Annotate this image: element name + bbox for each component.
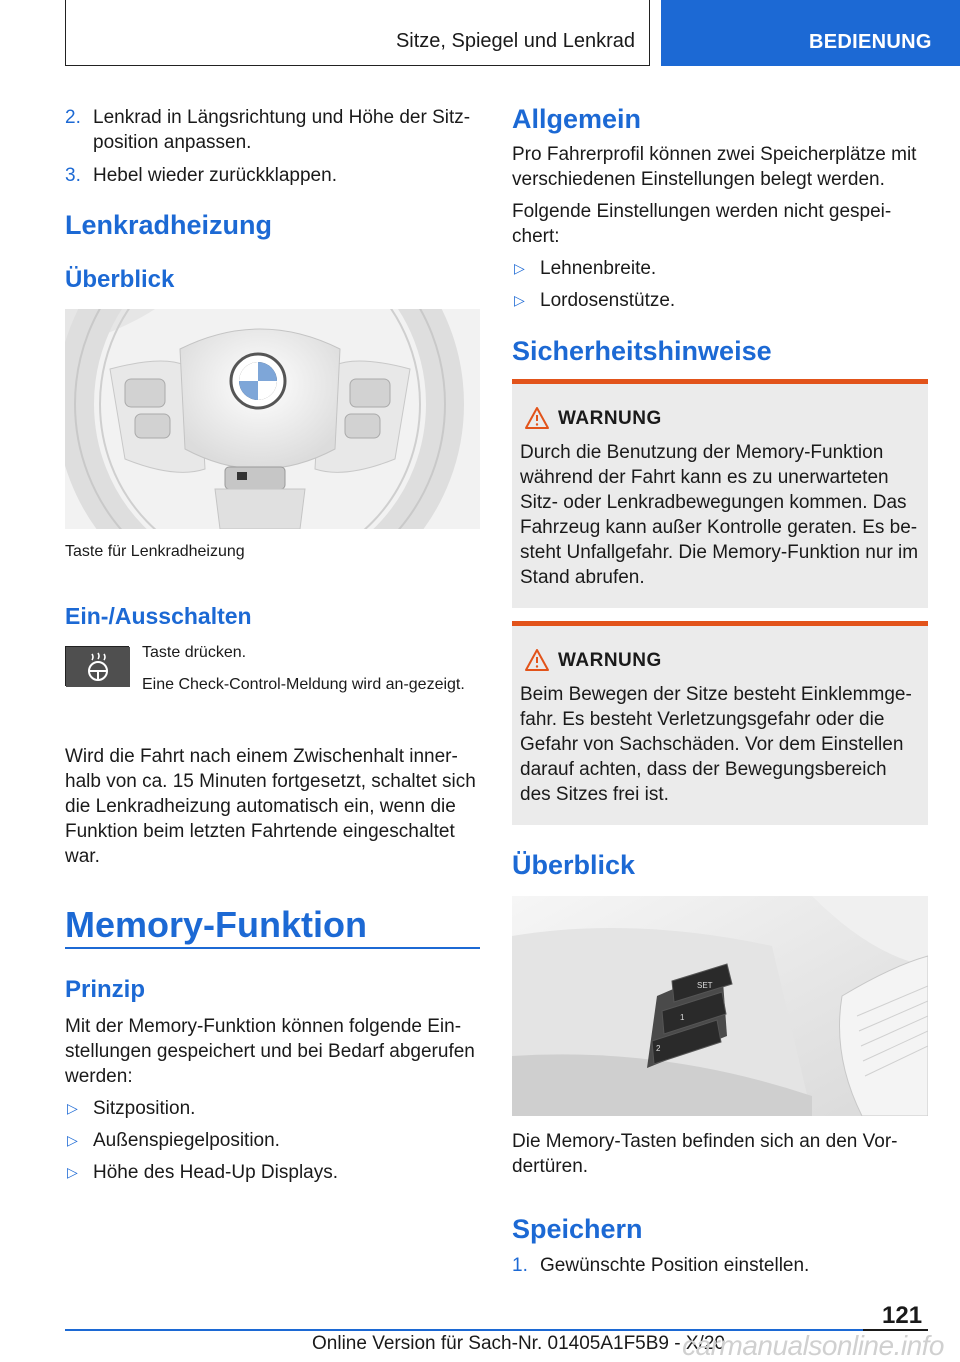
footer-online-version: Online Version für Sach-Nr. 01405A1F5B9 - X/20 <box>312 1333 725 1354</box>
heading-underline <box>65 947 480 949</box>
warning-text: Durch die Benutzung der Memory-Funktion während der Fahrt kann es zu unerwarteten Sitz- oder Lenkradbewegungen kommen. Das Fahrzeug kann außer Kontrolle geraten. Es be-steht Unfallgefahr. Die Memory-Funktion nur im Stand abrufen. <box>520 442 919 588</box>
heading-speichern: Speichern <box>512 1214 643 1244</box>
header-section-box <box>661 0 960 66</box>
allgemein-text-1: Pro Fahrerprofil können zwei Speicherplätze mit verschiedenen Einstellungen belegt werden. <box>512 144 917 190</box>
set-button-label: SET <box>697 981 713 990</box>
step-number: 1. <box>512 1255 528 1276</box>
section-title: BEDIENUNG <box>809 31 932 53</box>
heading-memory-funktion: Memory-Funktion <box>65 904 367 945</box>
bullet-triangle-icon: ▷ <box>514 292 525 308</box>
bullet-triangle-icon: ▷ <box>67 1164 78 1180</box>
bullet-triangle-icon: ▷ <box>67 1132 78 1148</box>
paragraph-fahrt: Wird die Fahrt nach einem Zwischenhalt inner-halb von ca. 15 Minuten fortgesetzt, schaltet sich die Lenkradheizung automatisch ein, wenn die Funktion beim letzten Fahrtende eingeschaltet war. <box>65 746 476 867</box>
image-caption: Taste für Lenkradheizung <box>65 543 245 560</box>
warning-box <box>512 379 928 608</box>
list-item-text: Höhe des Head-Up Displays. <box>93 1162 339 1183</box>
heading-allgemein: Allgemein <box>512 104 642 134</box>
warning-title: WARNUNG <box>558 650 662 671</box>
step-text: Hebel wieder zurückklappen. <box>93 165 337 186</box>
allgemein-text-2: Folgende Einstellungen werden nicht gespei-chert: <box>512 201 892 247</box>
warning-title: WARNUNG <box>558 408 662 429</box>
warning-triangle-icon <box>524 648 550 672</box>
heading-ueberblick: Überblick <box>512 850 636 880</box>
heading-sicherheitshinweise: Sicherheitshinweise <box>512 336 772 366</box>
list-item-text: Sitzposition. <box>93 1098 196 1119</box>
step-number: 3. <box>65 165 81 186</box>
steering-wheel-illustration <box>65 309 480 529</box>
warning-triangle-icon <box>524 406 550 430</box>
prinzip-text: Mit der Memory-Funktion können folgende Ein-stellungen gespeichert und bei Bedarf abgerufen werden: <box>65 1016 475 1087</box>
list-item-text: Außenspiegelposition. <box>93 1130 280 1151</box>
heading-ueberblick: Überblick <box>65 266 175 293</box>
step-number: 2. <box>65 107 81 128</box>
header-chapter-box <box>65 0 650 66</box>
heading-prinzip: Prinzip <box>65 976 146 1003</box>
einaus-step-text: Taste drücken. <box>142 644 247 661</box>
bullet-triangle-icon: ▷ <box>514 260 525 276</box>
warning-box <box>512 621 928 825</box>
warning-text: Beim Bewegen der Sitze besteht Einklemmge-fahr. Es besteht Verletzungsgefahr oder die Gefahr von Sachschäden. Vor dem Einstellen darauf achten, dass der Bewegungsbereich des Sitzes frei ist. <box>520 684 912 805</box>
einaus-check-control-text: Eine Check-Control-Meldung wird an-gezeigt. <box>142 676 465 693</box>
image-caption: Die Memory-Tasten befinden sich an den Vor-dertüren. <box>512 1131 898 1177</box>
page-number: 121 <box>882 1302 923 1329</box>
memory-buttons-illustration <box>512 896 928 1116</box>
steering-wheel-image <box>65 309 480 529</box>
memory-buttons-image <box>512 896 928 1116</box>
step-text: Gewünschte Position einstellen. <box>540 1255 810 1276</box>
memory-1-button-label: 1 <box>680 1013 685 1022</box>
heading-lenkradheizung: Lenkradheizung <box>65 210 273 240</box>
step-text: Lenkrad in Längsrichtung und Höhe der Sitz-position anpassen. <box>93 107 471 153</box>
chapter-title: Sitze, Spiegel und Lenkrad <box>395 30 635 52</box>
memory-2-button-label: 2 <box>656 1044 661 1053</box>
watermark: carmanualsonline.info <box>682 1330 944 1361</box>
list-item-text: Lordosenstütze. <box>540 290 676 311</box>
heading-ein-ausschalten: Ein-/Ausschalten <box>65 603 252 629</box>
bullet-triangle-icon: ▷ <box>67 1100 78 1116</box>
list-item-text: Lehnenbreite. <box>540 258 657 279</box>
